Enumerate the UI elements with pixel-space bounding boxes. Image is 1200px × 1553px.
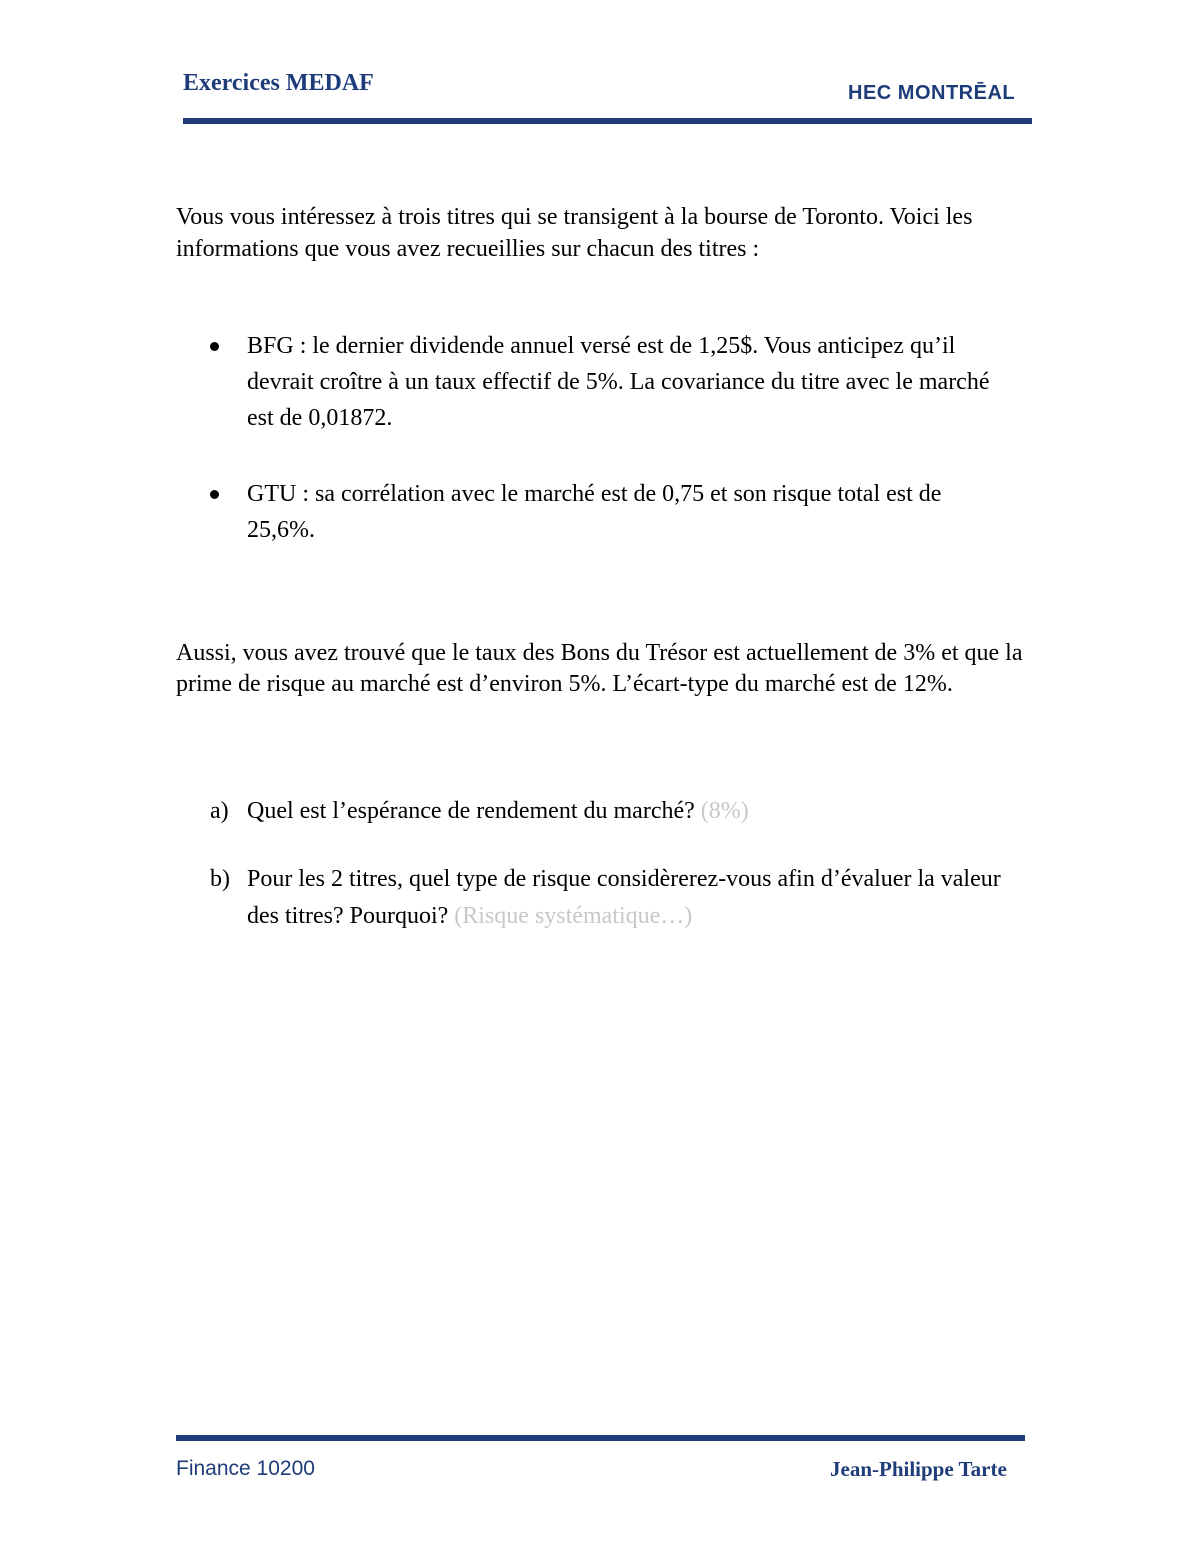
question-text: Quel est l’espérance de rendement du marché? — [247, 798, 695, 824]
document-title: Exercices MEDAF — [183, 70, 374, 96]
question-label: a) — [210, 798, 229, 824]
bullet-item-gtu — [210, 476, 1010, 548]
question-answer: (Risque systématique…) — [454, 903, 693, 929]
footer-divider — [176, 1435, 1025, 1441]
hec-montreal-logo: HEC MONTRĒAL — [848, 82, 1016, 104]
question-b — [210, 861, 1020, 935]
footer-author: Jean-Philippe Tarte — [830, 1457, 1007, 1481]
question-answer: (8%) — [700, 798, 749, 824]
header-divider — [183, 118, 1032, 124]
question-body — [247, 793, 1020, 830]
question-label: b) — [210, 866, 230, 892]
intro-paragraph: Vous vous intéressez à trois titres qui se transigent à la bourse de Toronto. Voici les informations que vous avez recueillies sur chacun des titres : — [176, 204, 973, 262]
bullet-text: BFG : le dernier dividende annuel versé est de 1,25$. Vous anticipez qu’il devrait croître à un taux effectif de 5%. La covariance du titre avec le marché est de 0,01872. — [247, 333, 990, 431]
question-body — [247, 861, 1020, 935]
bullet-dot-icon — [210, 490, 219, 499]
bullet-text: GTU : sa corrélation avec le marché est de 0,75 et son risque total est de 25,6%. — [247, 481, 942, 543]
bullet-dot-icon — [210, 342, 219, 351]
question-text: Pour les 2 titres, quel type de risque considèrerez-vous afin d’évaluer la valeur des titres? Pourquoi? — [247, 866, 1001, 929]
market-info-paragraph: Aussi, vous avez trouvé que le taux des Bons du Trésor est actuellement de 3% et que la prime de risque au marché est d’environ 5%. L’écart-type du marché est de 12%. — [176, 640, 1023, 697]
footer-course: Finance 10200 — [176, 1457, 315, 1480]
question-a — [210, 793, 1020, 830]
bullet-item-bfg — [210, 328, 1010, 436]
